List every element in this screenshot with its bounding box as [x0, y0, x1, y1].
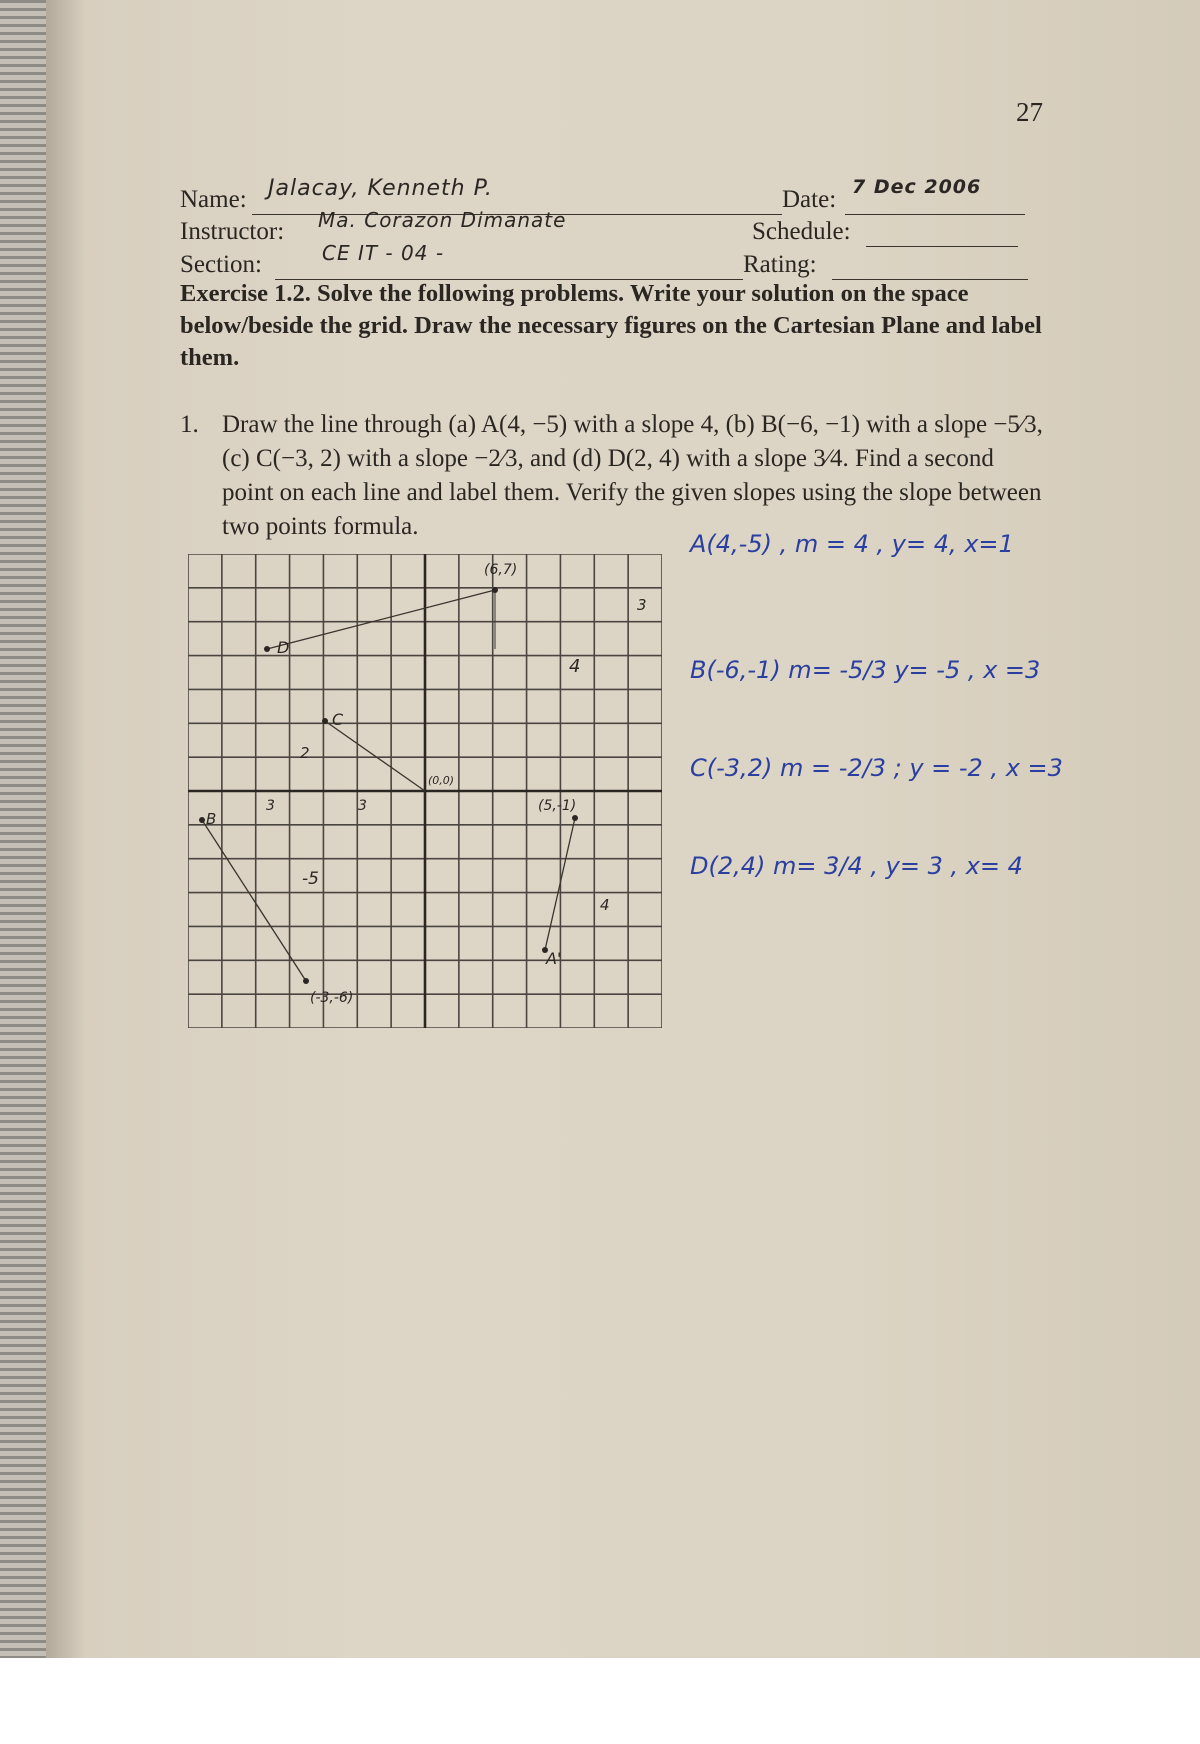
label-2-c: 2 — [300, 744, 310, 762]
grid-svg — [188, 554, 662, 1028]
page-number: 27 — [1016, 97, 1043, 127]
problem-text: Draw the line through (a) A(4, −5) with a slope 4, (b) B(−6, −1) with a slope −5⁄3, (c) C(−3, 2) with a slope −2⁄3, and (d) D(2, 4) with a slope 3⁄4. Find a second point on each line and label them. Verify the given slopes using the slope between two points formula. — [222, 411, 1043, 540]
label-4-a: 4 — [600, 896, 610, 914]
label-3-b: 3 — [266, 798, 275, 814]
instructor-value: Ma. Corazon Dimanate — [318, 208, 567, 232]
line-d — [267, 590, 495, 649]
instructor-row — [180, 218, 284, 246]
cartesian-grid — [188, 554, 662, 1028]
exercise-instructions: Exercise 1.2. Solve the following problems. Write your solution on the space below/beside the grid. Draw the necessary figures on the Cartesian Plane and label them. — [180, 280, 1042, 371]
name-label: Name: — [180, 186, 247, 213]
schedule-label: Schedule: — [752, 218, 851, 245]
instructor-label: Instructor: — [180, 218, 285, 245]
label-m5-b: -5 — [302, 869, 319, 889]
point-m3-m6 — [303, 978, 309, 984]
date-value: 7 Dec 2006 — [852, 176, 982, 198]
binding-shadow — [46, 0, 86, 1658]
problem-number: 1. — [180, 411, 199, 438]
point-d — [264, 646, 270, 652]
point-6-7 — [492, 587, 498, 593]
section-row — [180, 251, 262, 279]
section-value: CE IT - 04 - — [322, 241, 445, 265]
section-label: Section: — [180, 251, 262, 278]
name-value: Jalacay, Kenneth P. — [268, 176, 493, 201]
label-a: A' — [546, 949, 562, 968]
point-b — [199, 817, 205, 823]
label-4-top: 4 — [569, 656, 581, 677]
rating-row — [743, 251, 817, 279]
name-row — [180, 186, 247, 214]
rating-label: Rating: — [743, 251, 817, 278]
scan-margin — [0, 1658, 1200, 1744]
label-5-m1: (5,-1) — [538, 798, 577, 814]
point-c — [322, 718, 328, 724]
schedule-row — [752, 218, 851, 246]
answer-b: B(-6,-1) m= -5/3 y= -5 , x =3 — [690, 656, 1041, 684]
label-3-top: 3 — [637, 596, 647, 614]
answer-d: D(2,4) m= 3/4 , y= 3 , x= 4 — [690, 852, 1023, 880]
answer-a: A(4,-5) , m = 4 , y= 4, x=1 — [690, 530, 1014, 558]
label-0-0: (0,0) — [428, 774, 455, 787]
date-row — [782, 186, 836, 214]
label-b: B — [206, 810, 217, 828]
rating-line — [832, 251, 1028, 280]
label-6-7: (6,7) — [484, 562, 518, 578]
label-3-c: 3 — [358, 798, 367, 814]
label-m3-m6: (-3,-6) — [310, 990, 354, 1006]
line-c — [325, 721, 425, 791]
schedule-line — [866, 218, 1018, 247]
label-c: C — [332, 710, 344, 729]
label-d: D — [277, 638, 290, 657]
date-label: Date: — [782, 186, 837, 213]
point-5-m1 — [572, 815, 578, 821]
answer-c: C(-3,2) m = -2/3 ; y = -2 , x =3 — [690, 754, 1063, 782]
binding-edge — [0, 0, 46, 1658]
line-b — [202, 820, 306, 981]
